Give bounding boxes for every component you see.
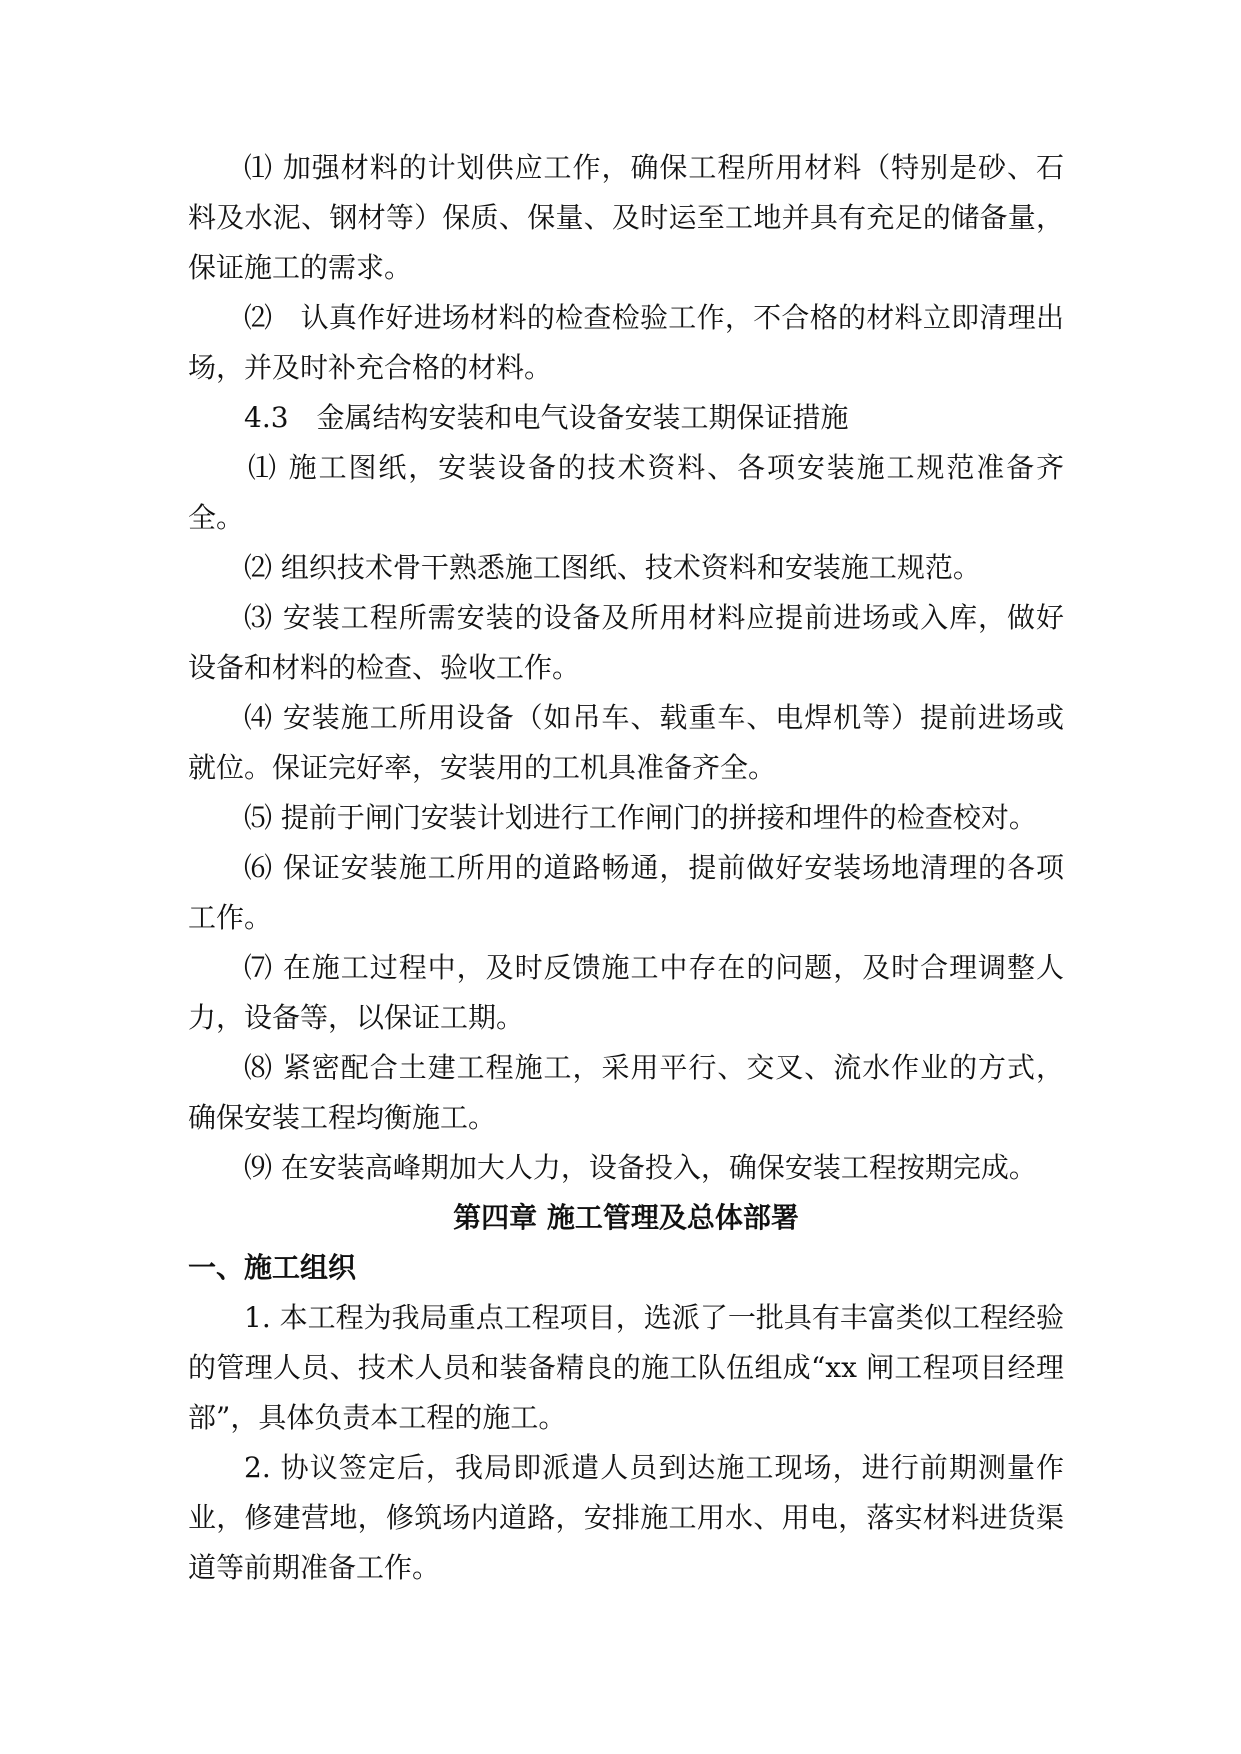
list-item: ⑸ 提前于闸门安装计划进行工作闸门的拼接和埋件的检查校对。 <box>244 801 1037 834</box>
paragraph-material-supply: ⑴ 加强材料的计划供应工作，确保工程所用材料（特别是砂、石料及水泥、钢材等）保质、保量、及时运至工地并具有充足的储备量，保证施工的需求。 <box>188 151 1064 284</box>
document-page <box>188 143 1064 1593</box>
paragraph-material-inspection: ⑵ 认真作好进场材料的检查检验工作，不合格的材料立即清理出场，并及时补充合格的材料。 <box>188 301 1064 384</box>
list-item: 1. 本工程为我局重点工程项目，选派了一批具有丰富类似工程经验的管理人员、技术人员和装备精良的施工队伍组成“xx 闸工程项目经理部”，具体负责本工程的施工。 <box>188 1301 1064 1434</box>
list-item: 2. 协议签定后，我局即派遣人员到达施工现场，进行前期测量作业，修建营地，修筑场内道路，安排施工用水、用电，落实材料进货渠道等前期准备工作。 <box>188 1451 1064 1584</box>
section-heading-4-3: 4.3 金属结构安装和电气设备安装工期保证措施 <box>244 401 849 434</box>
list-item: ⑵ 组织技术骨干熟悉施工图纸、技术资料和安装施工规范。 <box>244 551 981 584</box>
chapter-title: 第四章 施工管理及总体部署 <box>453 1201 799 1234</box>
list-item: ⑷ 安装施工所用设备（如吊车、载重车、电焊机等）提前进场或就位。保证完好率，安装用的工机具准备齐全。 <box>188 701 1064 784</box>
list-item: ⑼ 在安装高峰期加大人力，设备投入，确保安装工程按期完成。 <box>244 1151 1037 1184</box>
list-item: ⑺ 在施工过程中，及时反馈施工中存在的问题，及时合理调整人力，设备等，以保证工期。 <box>188 951 1064 1034</box>
section-title-construction-organization: 一、施工组织 <box>188 1251 357 1284</box>
list-item: ⑶ 安装工程所需安装的设备及所用材料应提前进场或入库，做好设备和材料的检查、验收工作。 <box>188 601 1064 684</box>
list-item: ⑻ 紧密配合土建工程施工，采用平行、交叉、流水作业的方式，确保安装工程均衡施工。 <box>188 1051 1064 1134</box>
list-item: ⑴ 施工图纸，安装设备的技术资料、各项安装施工规范准备齐全。 <box>188 451 1064 534</box>
list-item: ⑹ 保证安装施工所用的道路畅通，提前做好安装场地清理的各项工作。 <box>188 851 1064 934</box>
